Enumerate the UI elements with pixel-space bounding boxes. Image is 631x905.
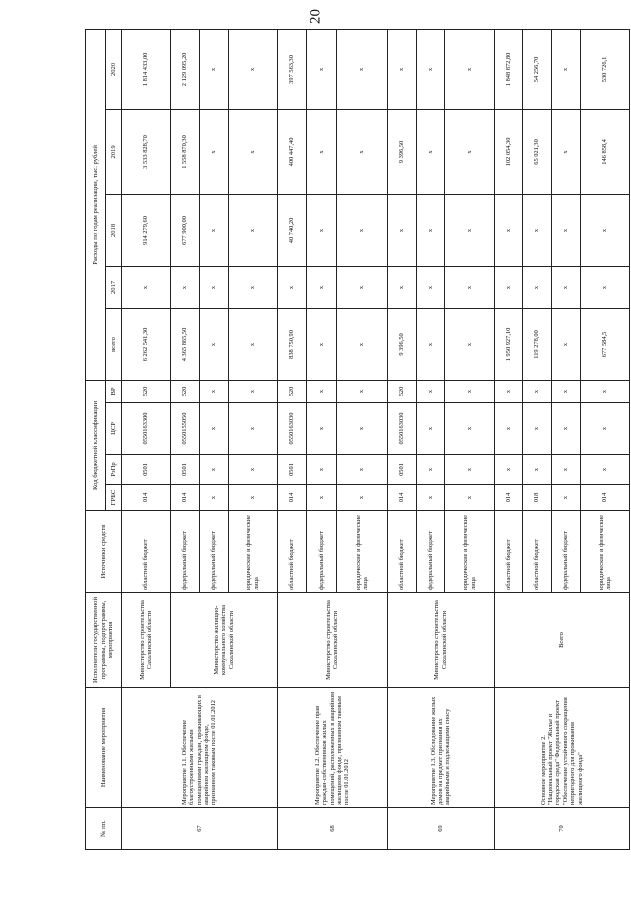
rzpr-cell: 0501: [277, 455, 307, 485]
page-number: 20: [307, 9, 324, 24]
year-2017-cell: х: [228, 266, 277, 308]
header-2017: 2017: [106, 266, 122, 308]
csr-cell: х: [523, 403, 552, 455]
vr-cell: х: [494, 380, 523, 402]
rzpr-cell: х: [552, 455, 581, 485]
source-cell: юридические и физические лица: [445, 511, 494, 593]
grbs-cell: х: [199, 485, 228, 511]
year-2020-cell: х: [307, 29, 337, 109]
total-cell: х: [307, 308, 337, 380]
year-2018-cell: х: [199, 194, 228, 266]
source-cell: федеральный бюджет: [307, 511, 337, 593]
table-row: [388, 29, 417, 849]
header-rzpr: РзПр: [106, 455, 122, 485]
year-2020-cell: 530 726,1: [580, 29, 629, 109]
row-number: 68: [277, 808, 387, 850]
year-2019-cell: х: [337, 109, 388, 194]
table-body: [122, 29, 630, 849]
csr-cell: х: [416, 403, 445, 455]
grbs-cell: х: [228, 485, 277, 511]
year-2020-cell: 54 256,70: [523, 29, 552, 109]
grbs-cell: 014: [580, 485, 629, 511]
year-2020-cell: х: [552, 29, 581, 109]
total-cell: х: [228, 308, 277, 380]
year-2017-cell: х: [337, 266, 388, 308]
header-num: № пп.: [86, 808, 122, 850]
total-cell: 6 262 541,30: [122, 308, 171, 380]
grbs-cell: 014: [388, 485, 417, 511]
year-2020-cell: 1 814 433,00: [122, 29, 171, 109]
grbs-cell: х: [307, 485, 337, 511]
rzpr-cell: х: [580, 455, 629, 485]
csr-cell: х: [307, 403, 337, 455]
csr-cell: 0550163300: [122, 403, 171, 455]
vr-cell: 520: [277, 380, 307, 402]
source-cell: областной бюджет: [494, 511, 523, 593]
source-cell: областной бюджет: [122, 511, 171, 593]
rzpr-cell: 0501: [122, 455, 171, 485]
total-cell: 677 584,5: [580, 308, 629, 380]
table-row: [122, 29, 171, 849]
year-2018-cell: х: [416, 194, 445, 266]
budget-table: [85, 29, 630, 850]
total-cell: 119 278,00: [523, 308, 552, 380]
source-cell: областной бюджет: [277, 511, 307, 593]
total-cell: х: [552, 308, 581, 380]
measure-name: Мероприятие 1.1. Обеспечение благоустроенными жилыми помещениями граждан, проживающих в аварийном жилищном фонде, признанном таковым после 01.01.2012: [122, 688, 278, 808]
rzpr-cell: х: [199, 455, 228, 485]
csr-cell: х: [552, 403, 581, 455]
year-2019-cell: х: [199, 109, 228, 194]
source-cell: областной бюджет: [523, 511, 552, 593]
csr-cell: х: [337, 403, 388, 455]
rzpr-cell: 0501: [171, 455, 200, 485]
total-cell: 4 365 865,50: [171, 308, 200, 380]
header-csr: ЦСР: [106, 403, 122, 455]
executor-cell: Министерство строительства Сахалинской области: [277, 593, 387, 688]
header-grbs: ГРБС: [106, 485, 122, 511]
header-expense-group: Расходы по годам реализации, тыс. рублей: [86, 29, 106, 380]
source-cell: областной бюджет: [388, 511, 417, 593]
vr-cell: х: [580, 380, 629, 402]
csr-cell: 0550163030: [277, 403, 307, 455]
year-2020-cell: х: [228, 29, 277, 109]
csr-cell: х: [199, 403, 228, 455]
source-cell: федеральный бюджет: [552, 511, 581, 593]
source-cell: юридические и физические лица: [337, 511, 388, 593]
year-2017-cell: х: [494, 266, 523, 308]
grbs-cell: 018: [523, 485, 552, 511]
vr-cell: х: [228, 380, 277, 402]
total-cell: х: [199, 308, 228, 380]
grbs-cell: 014: [122, 485, 171, 511]
year-2019-cell: 400 447,40: [277, 109, 307, 194]
year-2019-cell: 146 858,4: [580, 109, 629, 194]
year-2020-cell: х: [199, 29, 228, 109]
measure-name: Мероприятие 1.3. Обследование жилых домов на предмет признания их аварийными и подлежащими сносу: [388, 688, 495, 808]
source-cell: федеральный бюджет: [171, 511, 200, 593]
rzpr-cell: х: [228, 455, 277, 485]
year-2018-cell: 914 279,60: [122, 194, 171, 266]
year-2018-cell: х: [445, 194, 494, 266]
year-2017-cell: х: [416, 266, 445, 308]
header-vr: ВР: [106, 380, 122, 402]
year-2019-cell: х: [552, 109, 581, 194]
vr-cell: х: [445, 380, 494, 402]
header-source: Источники средств: [86, 511, 122, 593]
year-2018-cell: х: [580, 194, 629, 266]
table-row: [494, 29, 523, 849]
vr-cell: х: [337, 380, 388, 402]
measure-name: Мероприятие 1.2. Обеспечение прав граждан-собственников жилых помещений, расположенных в аварийном жилищном фонде, признанном таковым после 01.01.2012: [277, 688, 387, 808]
grbs-cell: х: [552, 485, 581, 511]
rzpr-cell: х: [337, 455, 388, 485]
csr-cell: х: [445, 403, 494, 455]
row-number: 70: [494, 808, 629, 850]
grbs-cell: 014: [171, 485, 200, 511]
csr-cell: х: [494, 403, 523, 455]
year-2020-cell: х: [337, 29, 388, 109]
total-cell: 9 396,50: [388, 308, 417, 380]
grbs-cell: х: [416, 485, 445, 511]
year-2017-cell: х: [171, 266, 200, 308]
year-2020-cell: 397 563,30: [277, 29, 307, 109]
year-2018-cell: х: [337, 194, 388, 266]
measure-name: Основное мероприятие 2. "Национальный проект "Жилье и городская среда" Федеральный проект "Обеспечение устойчивого сокращения непригодного для проживания жилищного фонда": [494, 688, 629, 808]
csr-cell: 0550155050: [171, 403, 200, 455]
csr-cell: х: [228, 403, 277, 455]
vr-cell: х: [307, 380, 337, 402]
header-2019: 2019: [106, 109, 122, 194]
rzpr-cell: х: [307, 455, 337, 485]
year-2017-cell: х: [523, 266, 552, 308]
executor-cell: Министерство строительства Сахалинской области: [388, 593, 495, 688]
source-cell: федеральный бюджет: [416, 511, 445, 593]
header-2020: 2020: [106, 29, 122, 109]
year-2019-cell: 1 558 870,30: [171, 109, 200, 194]
year-2019-cell: х: [228, 109, 277, 194]
year-2018-cell: х: [552, 194, 581, 266]
year-2019-cell: х: [445, 109, 494, 194]
year-2020-cell: х: [388, 29, 417, 109]
year-2017-cell: х: [552, 266, 581, 308]
executor-cell: Министерство жилищно-коммунального хозяйства Сахалинской области: [171, 593, 278, 688]
total-cell: 1 950 927,10: [494, 308, 523, 380]
year-2017-cell: х: [277, 266, 307, 308]
year-2018-cell: 677 900,00: [171, 194, 200, 266]
year-2020-cell: 2 129 095,20: [171, 29, 200, 109]
rzpr-cell: 0501: [388, 455, 417, 485]
vr-cell: х: [416, 380, 445, 402]
total-cell: 838 750,90: [277, 308, 307, 380]
year-2019-cell: 65 021,30: [523, 109, 552, 194]
vr-cell: х: [552, 380, 581, 402]
year-2019-cell: х: [307, 109, 337, 194]
header-executor: Исполнители государственной программы, подпрограммы, мероприятия: [86, 593, 122, 688]
year-2019-cell: 3 533 828,70: [122, 109, 171, 194]
csr-cell: х: [580, 403, 629, 455]
year-2020-cell: х: [445, 29, 494, 109]
executor-cell: Министерство строительства Сахалинской области: [122, 593, 171, 688]
vr-cell: х: [523, 380, 552, 402]
grbs-cell: 014: [494, 485, 523, 511]
header-total: всего: [106, 308, 122, 380]
year-2018-cell: 40 740,20: [277, 194, 307, 266]
csr-cell: 0550163030: [388, 403, 417, 455]
source-cell: юридические и физические лица: [580, 511, 629, 593]
executor-cell: Всего: [494, 593, 629, 688]
year-2019-cell: х: [416, 109, 445, 194]
header-2018: 2018: [106, 194, 122, 266]
total-cell: х: [445, 308, 494, 380]
grbs-cell: х: [337, 485, 388, 511]
source-cell: федеральный бюджет: [199, 511, 228, 593]
year-2017-cell: х: [199, 266, 228, 308]
row-number: 67: [122, 808, 278, 850]
year-2018-cell: х: [523, 194, 552, 266]
vr-cell: 520: [171, 380, 200, 402]
grbs-cell: 014: [277, 485, 307, 511]
header-code-group: Код бюджетной классификации: [86, 380, 106, 510]
rzpr-cell: х: [416, 455, 445, 485]
year-2017-cell: х: [307, 266, 337, 308]
grbs-cell: х: [445, 485, 494, 511]
year-2018-cell: х: [494, 194, 523, 266]
rotated-table-wrapper: [85, 30, 630, 850]
year-2017-cell: х: [445, 266, 494, 308]
year-2018-cell: х: [388, 194, 417, 266]
rzpr-cell: х: [445, 455, 494, 485]
year-2017-cell: х: [580, 266, 629, 308]
rzpr-cell: х: [523, 455, 552, 485]
total-cell: х: [416, 308, 445, 380]
year-2018-cell: х: [228, 194, 277, 266]
row-number: 69: [388, 808, 495, 850]
year-2020-cell: 1 848 872,80: [494, 29, 523, 109]
year-2019-cell: 9 396,50: [388, 109, 417, 194]
vr-cell: 520: [388, 380, 417, 402]
year-2018-cell: х: [307, 194, 337, 266]
year-2017-cell: х: [122, 266, 171, 308]
rzpr-cell: х: [494, 455, 523, 485]
year-2017-cell: х: [388, 266, 417, 308]
vr-cell: х: [199, 380, 228, 402]
total-cell: х: [337, 308, 388, 380]
table-row: [277, 29, 307, 849]
vr-cell: 520: [122, 380, 171, 402]
year-2019-cell: 102 054,30: [494, 109, 523, 194]
source-cell: юридические и физические лица: [228, 511, 277, 593]
header-name: Наименование мероприятия: [86, 688, 122, 808]
year-2020-cell: х: [416, 29, 445, 109]
